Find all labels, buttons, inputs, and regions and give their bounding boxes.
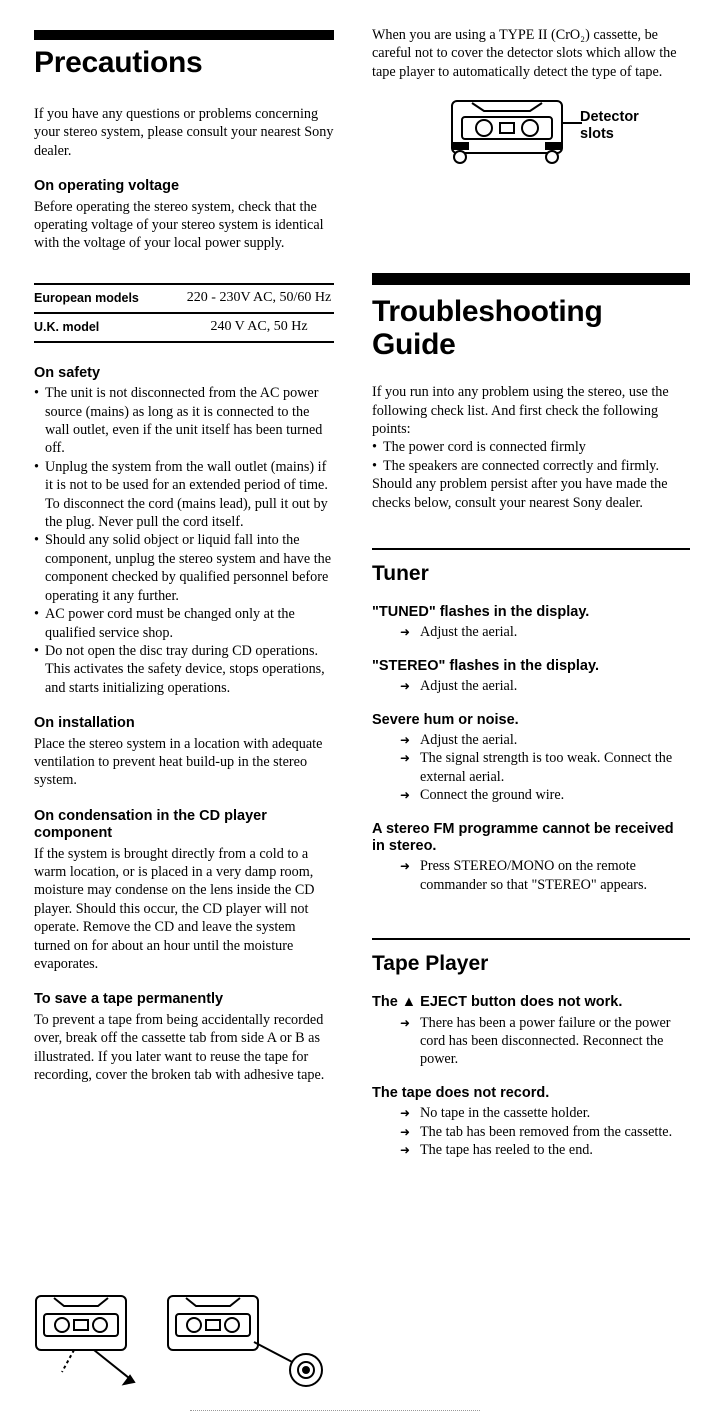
voltage-table	[34, 283, 334, 343]
list-item: • Do not open the disc tray during CD operations. This activates the safety device, stops operations, and starts initializing operations.	[34, 642, 334, 697]
arrow-icon: ➜	[400, 679, 411, 694]
fix-item: ➜ No tape in the cassette holder.	[400, 1105, 591, 1122]
fix-item: ➜ Adjust the aerial.	[400, 732, 518, 749]
cassette-icon	[36, 1296, 134, 1384]
section-text: Before operating the stereo system, check that the operating voltage of your stereo system is identical with the voltage of your local power supply.	[34, 198, 324, 252]
detector-figure	[372, 95, 690, 165]
section-heading: On operating voltage	[34, 178, 180, 195]
section-text: Place the stereo system in a location with adequate ventilation to prevent heat build-up in the stereo system.	[34, 735, 323, 789]
problem-heading: A stereo FM programme cannot be received in stereo.	[372, 820, 674, 855]
tape-player-heading: Tape Player	[372, 952, 489, 976]
list-item: • Should any solid object or liquid fall into the component, unplug the stereo system and have the component checked by qualified personnel before operating it any further.	[34, 531, 334, 605]
table-row	[34, 314, 334, 343]
problem-heading: The ▲ EJECT button does not work.	[372, 994, 623, 1011]
problem-heading: The tape does not record.	[372, 1084, 550, 1101]
outro-text: Should any problem persist after you have made the checks below, consult your nearest Sony dealer.	[372, 476, 668, 511]
header-bar	[34, 30, 334, 40]
section-heading: On safety	[34, 364, 101, 381]
arrow-icon: ➜	[400, 859, 411, 874]
problem-item	[372, 994, 690, 1069]
list-item: • AC power cord must be changed only at the qualified service shop.	[34, 605, 334, 642]
fix-item: ➜ Adjust the aerial.	[400, 624, 518, 641]
divider	[372, 548, 690, 550]
list-item: • Unplug the system from the wall outlet (mains) if it is not to be used for an extended period of time. To disconnect the cord (mains lead), pull it out by the plug. Never pull the cord itself.	[34, 458, 334, 532]
safety-list	[34, 384, 334, 697]
fix-item: ➜ There has been a power failure or the power cord has been disconnected. Reconnect the power.	[400, 1014, 671, 1068]
fix-item: ➜ The signal strength is too weak. Connect the external aerial.	[400, 750, 673, 785]
tape-section	[34, 991, 334, 1084]
row-value: 240 V AC, 50 Hz	[210, 318, 308, 334]
arrow-icon: ➜	[400, 1124, 411, 1139]
cassette-tab-illustration	[34, 1292, 334, 1392]
troubleshooting-column	[372, 0, 690, 1159]
page-title: Precautions	[34, 46, 203, 79]
problem-heading: Severe hum or noise.	[372, 711, 519, 728]
arrow-icon: ➜	[400, 1015, 411, 1030]
row-label: European models	[34, 290, 139, 305]
installation-section	[34, 715, 334, 790]
section-heading: To save a tape permanently	[34, 991, 224, 1008]
intro-text: If you have any questions or problems concerning your stereo system, please consult your nearest Sony dealer.	[34, 106, 334, 159]
cassette-icon	[168, 1296, 322, 1386]
fix-item: ➜ Connect the ground wire.	[400, 787, 565, 804]
check-list	[372, 438, 690, 475]
problem-heading: "TUNED" flashes in the display.	[372, 604, 590, 621]
intro-text: If you run into any problem using the stereo, use the following check list. And first check the following points:	[372, 384, 669, 438]
fix-item: ➜ Press STEREO/MONO on the remote commander so that "STEREO" appears.	[400, 858, 648, 893]
problem-item	[372, 658, 690, 696]
troubleshooting-title: Troubleshooting Guide	[372, 295, 603, 362]
voltage-section	[34, 178, 334, 343]
arrow-icon: ➜	[400, 1106, 411, 1121]
section-text: If the system is brought directly from a cold to a warm location, or is placed in a very damp room, moisture may condense on the lens inside the CD player. Should this occur, the CD player will not operate. Remove the CD and leave the system turned on for about an hour until the moisture evaporates.	[34, 845, 315, 972]
problem-heading: "STEREO" flashes in the display.	[372, 657, 600, 674]
fix-item: ➜ The tab has been removed from the cassette.	[400, 1123, 673, 1140]
list-item: • The speakers are connected correctly and firmly.	[372, 457, 690, 475]
arrow-icon: ➜	[400, 751, 411, 766]
problem-item	[372, 821, 690, 895]
fix-item: ➜ The tape has reeled to the end.	[400, 1142, 593, 1159]
problem-item	[372, 604, 690, 642]
arrow-icon: ➜	[400, 625, 411, 640]
section-heading: On installation	[34, 715, 135, 732]
tuner-heading: Tuner	[372, 562, 429, 586]
fix-item: ➜ Adjust the aerial.	[400, 678, 518, 695]
section-text: To prevent a tape from being accidentally recorded over, break off the cassette tab from side A or B as illustrated. If you later want to reuse the tape for recording, cover the broken tab with adhesive tape.	[34, 1011, 325, 1083]
divider	[372, 938, 690, 940]
section-heading: On condensation in the CD player component	[34, 807, 267, 842]
type2-note: When you are using a TYPE II (CrO₂) cassette, be careful not to cover the detector slots which allow the tape player to automatically detect the type of tape.	[372, 27, 677, 80]
list-item: • The power cord is connected firmly	[372, 438, 690, 456]
arrow-icon: ➜	[400, 788, 411, 803]
table-row	[34, 283, 334, 314]
row-value: 220 - 230V AC, 50/60 Hz	[186, 289, 332, 305]
problem-item	[372, 712, 690, 805]
row-label: U.K. model	[34, 319, 100, 334]
scan-artifact	[190, 1410, 480, 1412]
arrow-icon: ➜	[400, 733, 411, 748]
detector-label: Detector slots	[580, 109, 639, 143]
safety-section	[34, 365, 334, 697]
precautions-column	[34, 0, 334, 1084]
arrow-icon: ➜	[400, 1143, 411, 1158]
problem-item	[372, 1085, 690, 1160]
list-item: • The unit is not disconnected from the AC power source (mains) as long as it is connected to the wall outlet, even if the unit itself has been turned off.	[34, 384, 334, 458]
section-bar	[372, 273, 690, 285]
condensation-section	[34, 808, 334, 974]
